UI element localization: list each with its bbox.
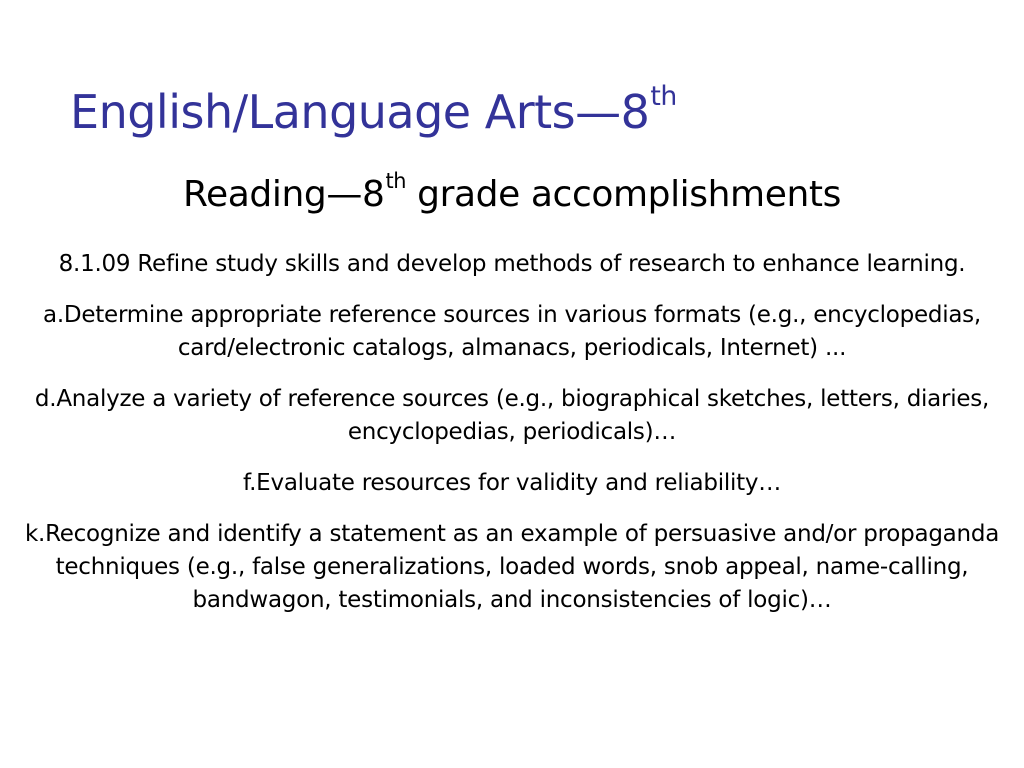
standard-paragraph: 8.1.09 Refine study skills and develop methods of research to enhance learning. [58,251,966,277]
slide-title [70,81,677,139]
slide-subtitle-text-before: Reading—8 [183,174,385,215]
slide-subtitle-text-after: grade accomplishments [406,174,841,215]
slide-body [10,248,1014,635]
item-d-paragraph: d.Analyze a variety of reference sources (e.g., biographical sketches, letters, diaries, encyclopedias, periodicals)… [34,386,990,445]
slide-subtitle-superscript: th [385,169,407,194]
item-a-paragraph: a.Determine appropriate reference sources in various formats (e.g., encyclopedias, card/electronic catalogs, almanacs, periodicals, Internet) ... [43,302,981,361]
item-k-paragraph: k.Recognize and identify a statement as an example of persuasive and/or propaganda techniques (e.g., false generalizations, loaded words, snob appeal, name-calling, bandwagon, testimonials, and inconsistencies of logic)… [24,521,1000,613]
item-f-paragraph: f.Evaluate resources for validity and reliability… [242,470,782,496]
slide-title-superscript: th [650,81,677,113]
slide-subtitle [0,169,1024,215]
slide-title-text: English/Language Arts—8 [70,85,650,139]
